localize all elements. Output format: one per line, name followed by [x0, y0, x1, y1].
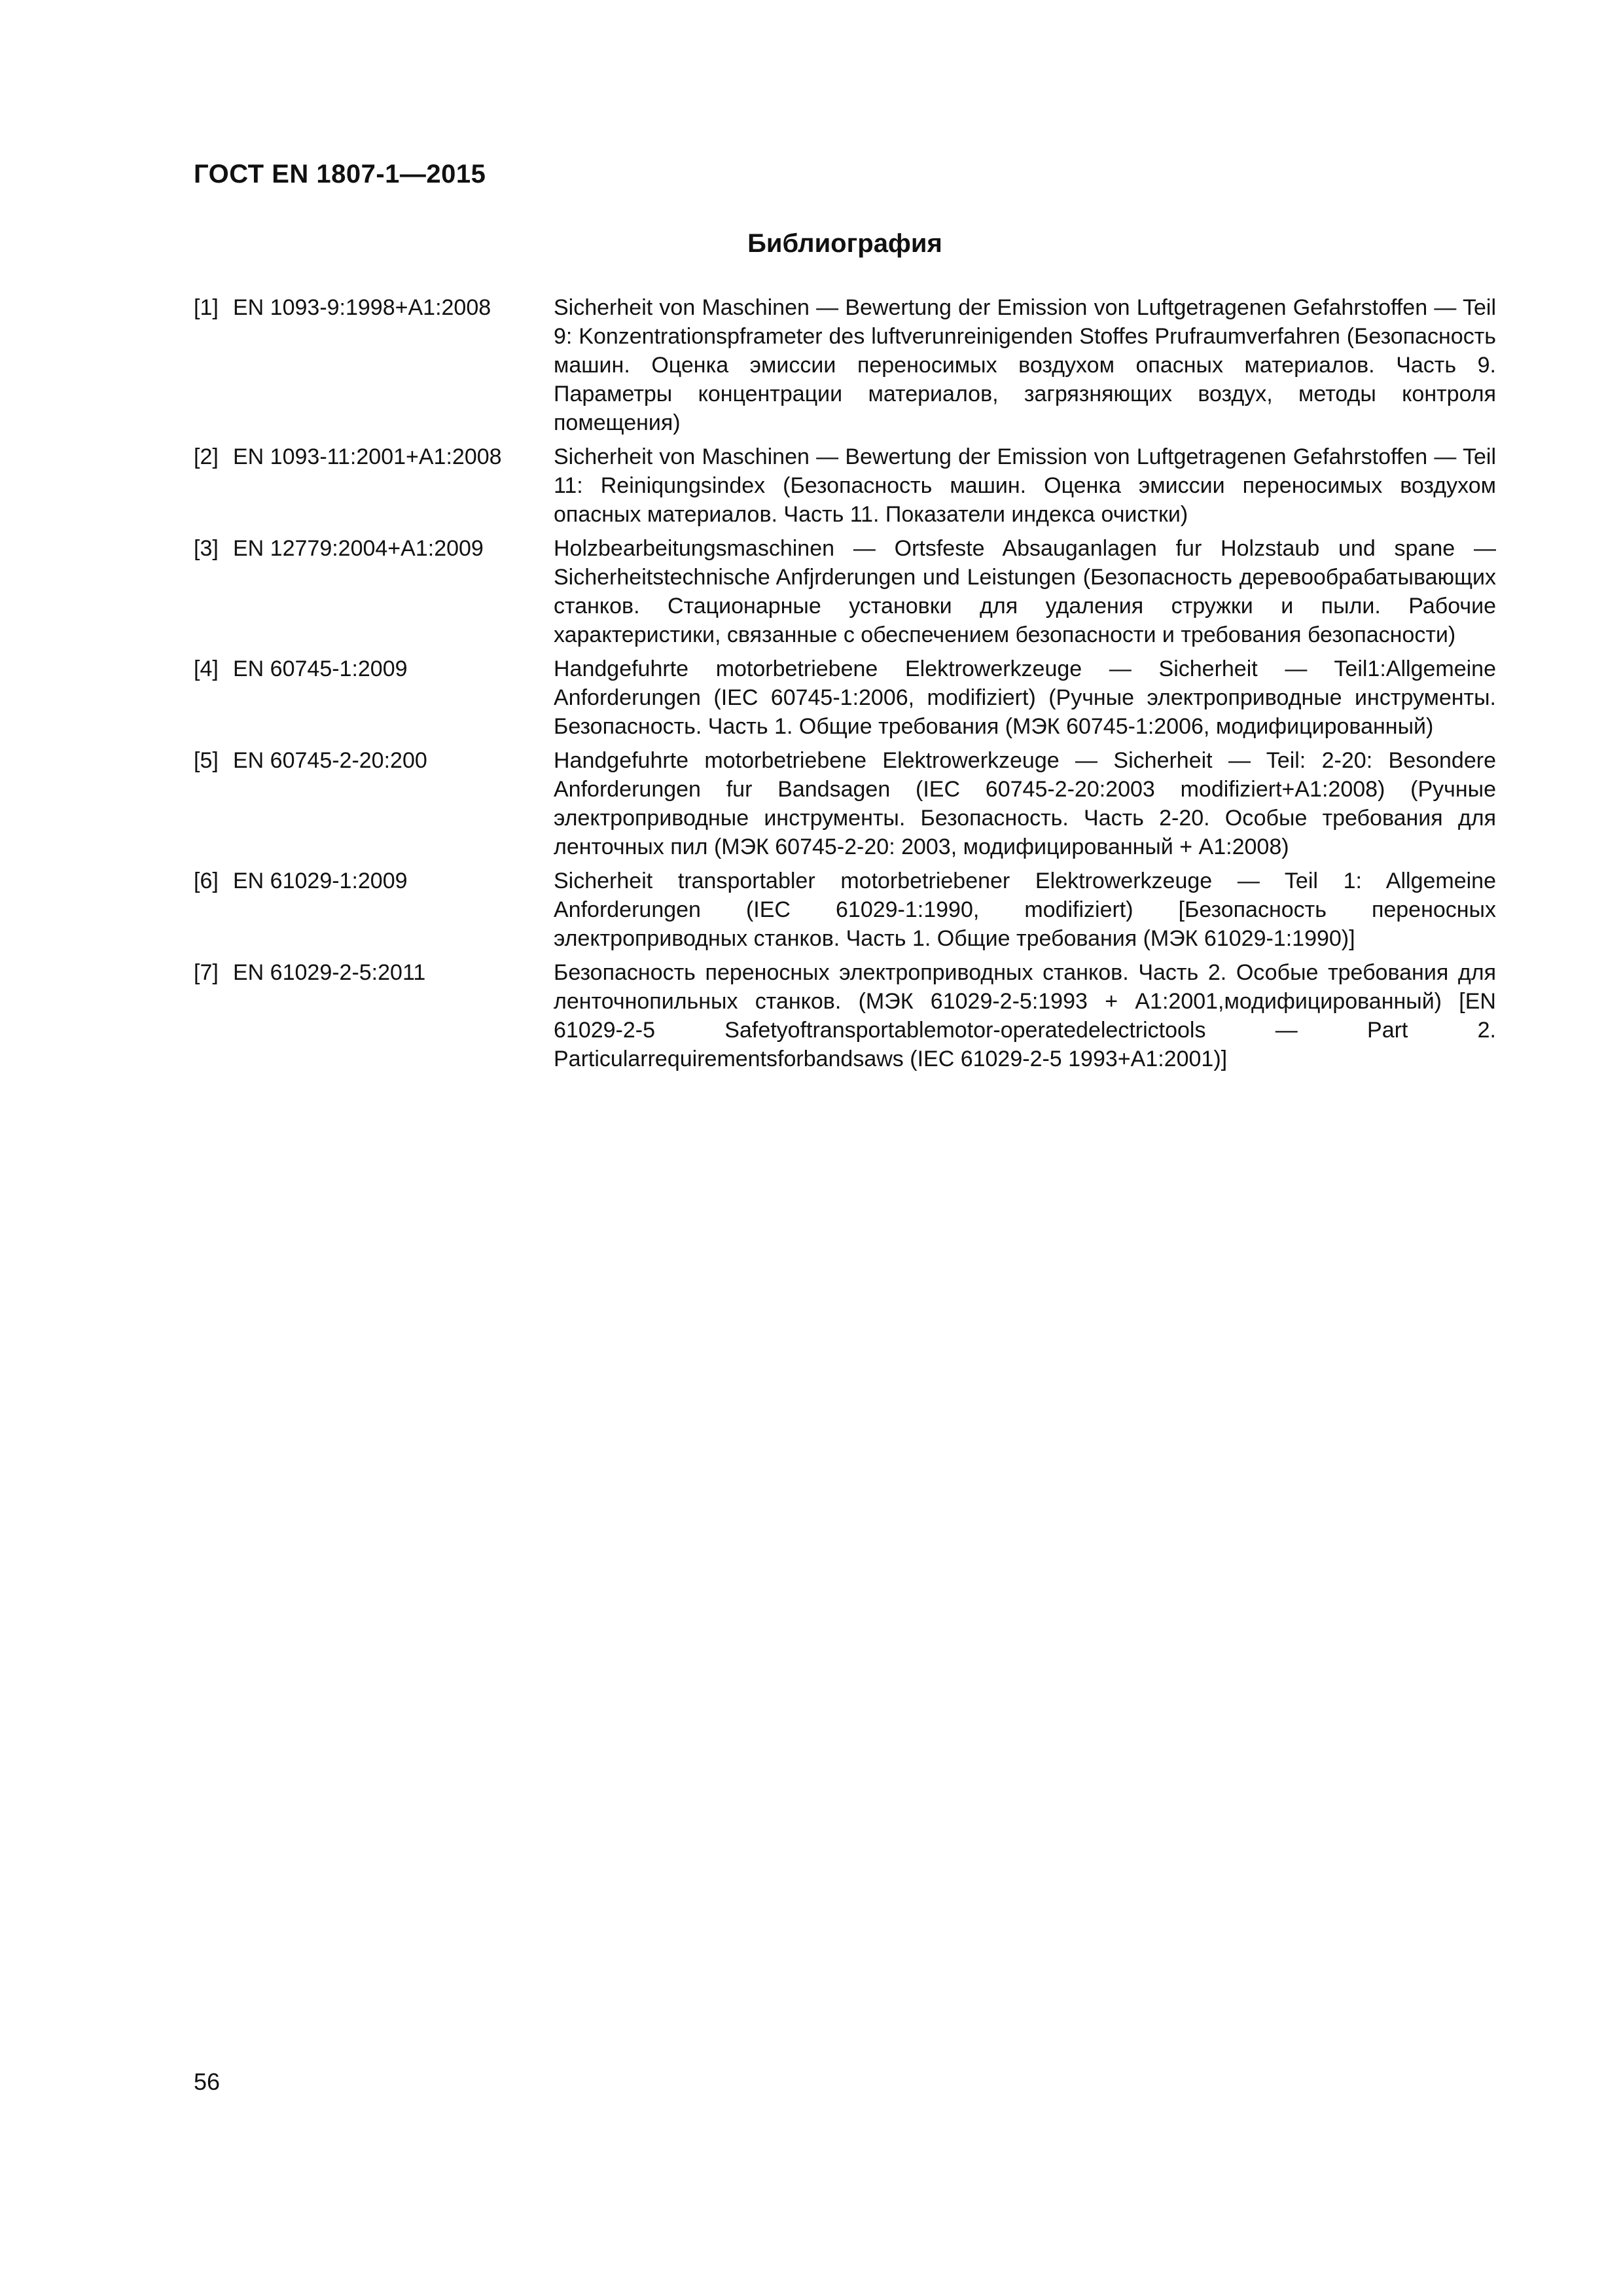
bibliography-entry-7	[194, 958, 1496, 1073]
entry-number: [3]	[194, 536, 219, 561]
entry-standard-code: EN 12779:2004+A1:2009	[233, 536, 484, 561]
bibliography-entry-4	[194, 655, 1496, 741]
bibliography-entry-6	[194, 867, 1496, 953]
bibliography-entry-5	[194, 746, 1496, 861]
entry-description: Holzbearbeitungsmaschinen — Ortsfeste Absauganlagen fur Holzstaub und spane — Sicherheitstechnische Anfjrderungen und Leistungen (Безопасность деревообрабатывающих станков. Стационарные установки для удаления стружки и пыли. Рабочие характеристики, связанные с обеспечением безопасности и требования безопасности)	[554, 536, 1496, 647]
entry-number: [6]	[194, 869, 219, 893]
entry-standard-code: EN 61029-2-5:2011	[233, 960, 426, 985]
entry-number: [2]	[194, 444, 219, 469]
bibliography-entry-2	[194, 442, 1496, 529]
entry-number: [4]	[194, 656, 219, 681]
entry-description: Sicherheit transportabler motorbetriebener Elektrowerkzeuge — Teil 1: Allgemeine Anforderungen (IEC 61029-1:1990, modifiziert) [Безопасность переносных электроприводных станков. Часть 1. Общие требования (МЭК 61029-1:1990)]	[554, 869, 1496, 951]
standard-designation: ГОСТ EN 1807-1—2015	[194, 160, 486, 188]
bibliography-entry-3	[194, 534, 1496, 649]
entry-description: Sicherheit von Maschinen — Bewertung der Emission von Luftgetragenen Gefahrstoffen — Teil 9: Konzentrationspframeter des luftverunreinigenden Stoffes Prufraumverfahren (Безопасность машин. Оценка эмиссии переносимых воздухом опасных материалов. Часть 9. Параметры концентрации материалов, загрязняющих воздух, методы контроля помещения)	[554, 295, 1496, 435]
page-number: 56	[194, 2068, 221, 2095]
bibliography-list	[194, 293, 1496, 1079]
entry-standard-code: EN 1093-11:2001+A1:2008	[233, 444, 502, 469]
entry-standard-code: EN 60745-1:2009	[233, 656, 408, 681]
entry-description: Безопасность переносных электроприводных станков. Часть 2. Особые требования для ленточнопильных станков. (МЭК 61029-2-5:1993 + A1:2001,модифицированный) [EN 61029-2-5 Safetyoftransportablemotor-operatedelectrictools — Part 2. Particularrequirementsforbandsaws (IEC 61029-2-5 1993+A1:2001)]	[554, 960, 1496, 1071]
bibliography-entry-1	[194, 293, 1496, 437]
entry-standard-code: EN 61029-1:2009	[233, 869, 408, 893]
entry-standard-code: EN 1093-9:1998+A1:2008	[233, 295, 491, 320]
entry-standard-code: EN 60745-2-20:200	[233, 748, 427, 773]
bibliography-title: Библиография	[747, 229, 942, 258]
entry-number: [1]	[194, 295, 219, 320]
entry-number: [5]	[194, 748, 219, 773]
entry-description: Sicherheit von Maschinen — Bewertung der Emission von Luftgetragenen Gefahrstoffen — Teil 11: Reiniqungsindex (Безопасность машин. Оценка эмиссии переносимых воздухом опасных материалов. Часть 11. Показатели индекса очистки)	[554, 444, 1496, 527]
entry-number: [7]	[194, 960, 219, 985]
entry-description: Handgefuhrte motorbetriebene Elektrowerkzeuge — Sicherheit — Teil1:Allgemeine Anforderungen (IEC 60745-1:2006, modifiziert) (Ручные электроприводные инструменты. Безопасность. Часть 1. Общие требования (МЭК 60745-1:2006, модифицированный)	[554, 656, 1496, 739]
entry-description: Handgefuhrte motorbetriebene Elektrowerkzeuge — Sicherheit — Teil: 2-20: Besondere Anforderungen fur Bandsagen (IEC 60745-2-20:2003 modifiziert+A1:2008) (Ручные электроприводные инструменты. Безопасность. Часть 2-20. Особые требования для ленточных пил (МЭК 60745-2-20: 2003, модифицированный + A1:2008)	[554, 748, 1496, 859]
